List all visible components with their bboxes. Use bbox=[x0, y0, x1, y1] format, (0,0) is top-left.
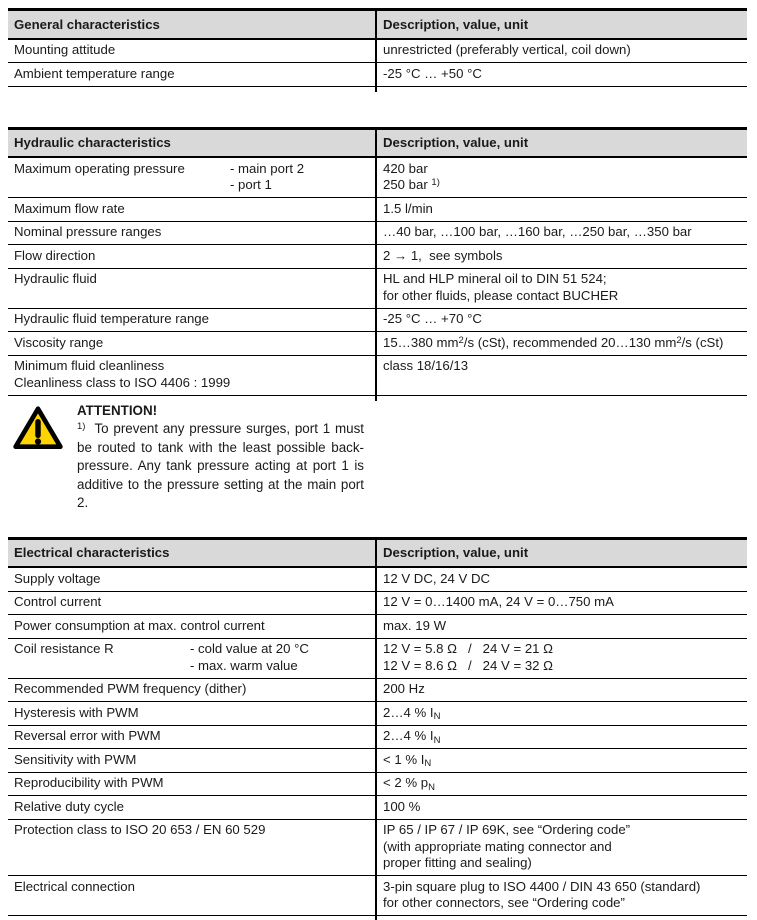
value-cell bbox=[375, 198, 747, 221]
table-row bbox=[8, 796, 747, 820]
value-text: for other connectors, see “Ordering code” bbox=[383, 895, 625, 910]
warning-icon bbox=[12, 402, 64, 513]
attention-text-block bbox=[77, 402, 364, 513]
table-row bbox=[8, 568, 747, 592]
table-row bbox=[8, 820, 747, 877]
value-cell bbox=[375, 749, 747, 772]
table-row bbox=[8, 356, 747, 396]
value-text: class 18/16/13 bbox=[383, 358, 469, 373]
param-text: Nominal pressure ranges bbox=[14, 224, 162, 239]
hydraulic-characteristics-table bbox=[8, 127, 747, 396]
value-text: 2…4 % $I_N$ bbox=[383, 704, 441, 722]
param-sublabels bbox=[190, 641, 309, 674]
attention-line: $^{1)}$ To prevent any pressure surges, port 1 must bbox=[77, 421, 364, 436]
param-cell bbox=[8, 63, 375, 86]
value-cell bbox=[375, 158, 747, 197]
param-text: Control current bbox=[14, 594, 102, 609]
param-text: Cleanliness class to ISO 4406 : 1999 bbox=[14, 374, 231, 390]
param-cell bbox=[8, 158, 375, 197]
param-text: Hysteresis with PWM bbox=[14, 704, 139, 720]
param-cell bbox=[8, 332, 375, 355]
table-row bbox=[8, 269, 747, 309]
value-text: IP 65 / IP 67 / IP 69K, see “Ordering code” bbox=[383, 822, 631, 837]
param-cell bbox=[8, 592, 375, 615]
param-text: Hydraulic fluid bbox=[14, 271, 97, 286]
value-cell bbox=[375, 615, 747, 638]
value-cell bbox=[375, 726, 747, 749]
param-cell bbox=[8, 269, 375, 308]
table-title: General characteristics bbox=[14, 16, 160, 32]
attention-paragraph bbox=[77, 420, 364, 513]
value-cell bbox=[375, 356, 747, 395]
table-row bbox=[8, 679, 747, 703]
value-text: 250 bar $^{1)}$ bbox=[383, 177, 440, 192]
superscript: 1) bbox=[431, 177, 440, 188]
value-text: 100 % bbox=[383, 798, 421, 814]
param-cell bbox=[8, 796, 375, 819]
value-text: 12 V = 8.6 Ω / 24 V = 32 Ω bbox=[383, 657, 554, 673]
param-cell bbox=[8, 773, 375, 796]
table-title: Hydraulic characteristics bbox=[14, 135, 171, 150]
table-row bbox=[8, 615, 747, 639]
param-text: Power consumption at max. control current bbox=[14, 617, 265, 633]
table-header-row bbox=[8, 540, 747, 569]
value-text: 2 → 1, see symbols bbox=[383, 247, 503, 263]
table-row bbox=[8, 63, 747, 87]
param-text: Electrical connection bbox=[14, 878, 135, 894]
attention-line: be routed to tank with the least possible back- bbox=[77, 439, 364, 455]
column-divider-line bbox=[375, 11, 377, 92]
param-text: Protection class to ISO 20 653 / EN 60 529 bbox=[14, 822, 266, 837]
param-subtext: - main port 2 bbox=[230, 160, 305, 176]
value-column-header: Description, value, unit bbox=[383, 16, 529, 32]
superscript: 2 bbox=[676, 334, 682, 346]
value-cell bbox=[375, 222, 747, 245]
value-column-header: Description, value, unit bbox=[383, 545, 529, 560]
param-cell bbox=[8, 245, 375, 268]
column-divider-line bbox=[375, 540, 377, 920]
param-text: Mounting attitude bbox=[14, 42, 116, 57]
attention-title: ATTENTION! bbox=[77, 402, 158, 418]
value-text: …40 bar, …100 bar, …160 bar, …250 bar, …350 bar bbox=[383, 224, 692, 239]
value-text: for other fluids, please contact BUCHER bbox=[383, 287, 619, 303]
superscript: 2 bbox=[458, 334, 464, 346]
subscript: N bbox=[433, 711, 441, 722]
value-cell bbox=[375, 639, 747, 678]
table-row bbox=[8, 222, 747, 246]
table-header-row bbox=[8, 130, 747, 159]
value-text: 12 V = 0…1400 mA, 24 V = 0…750 mA bbox=[383, 594, 614, 609]
param-text: Supply voltage bbox=[14, 570, 101, 586]
value-cell bbox=[375, 796, 747, 819]
table-header-row bbox=[8, 11, 747, 40]
table-row bbox=[8, 245, 747, 269]
value-cell bbox=[375, 40, 747, 63]
param-cell bbox=[8, 679, 375, 702]
value-text: 3-pin square plug to ISO 4400 / DIN 43 650 (standard) bbox=[383, 878, 701, 894]
value-cell bbox=[375, 820, 747, 876]
table-row bbox=[8, 702, 747, 726]
param-text: Coil resistance R bbox=[14, 641, 114, 656]
table-row bbox=[8, 198, 747, 222]
param-cell bbox=[8, 222, 375, 245]
param-cell bbox=[8, 876, 375, 915]
param-cell bbox=[8, 726, 375, 749]
attention-line: additive to the pressure setting at the main port 2. bbox=[77, 476, 364, 510]
value-cell bbox=[375, 592, 747, 615]
value-text: 1.5 l/min bbox=[383, 200, 433, 216]
param-cell bbox=[8, 40, 375, 63]
table-row bbox=[8, 749, 747, 773]
table-row bbox=[8, 332, 747, 356]
table-row bbox=[8, 726, 747, 750]
param-cell bbox=[8, 639, 375, 678]
param-cell bbox=[8, 615, 375, 638]
param-sublabels bbox=[230, 161, 304, 194]
param-text: Sensitivity with PWM bbox=[14, 751, 137, 767]
value-cell bbox=[375, 245, 747, 268]
param-cell bbox=[8, 702, 375, 725]
param-text: Maximum operating pressure bbox=[14, 160, 185, 176]
param-text: Hydraulic fluid temperature range bbox=[14, 311, 209, 326]
table-row bbox=[8, 639, 747, 679]
param-text: Relative duty cycle bbox=[14, 798, 124, 814]
value-column-header: Description, value, unit bbox=[383, 135, 529, 150]
value-cell bbox=[375, 309, 747, 332]
value-text: 420 bar bbox=[383, 160, 428, 176]
value-cell bbox=[375, 269, 747, 308]
value-text: < 1 % $I_N$ bbox=[383, 751, 432, 769]
param-cell bbox=[8, 198, 375, 221]
table-row bbox=[8, 773, 747, 797]
value-cell bbox=[375, 773, 747, 796]
param-text: Reversal error with PWM bbox=[14, 728, 161, 743]
table-row bbox=[8, 40, 747, 64]
param-text: Viscosity range bbox=[14, 334, 104, 350]
value-text: 12 V DC, 24 V DC bbox=[383, 570, 491, 586]
param-text: Recommended PWM frequency (dither) bbox=[14, 681, 247, 696]
value-text: < 2 % $p_N$ bbox=[383, 775, 435, 793]
value-text: HL and HLP mineral oil to DIN 51 524; bbox=[383, 271, 607, 286]
general-characteristics-table bbox=[8, 8, 747, 87]
value-text: 15…380 $mm^2/s$ (cSt), recommended 20…130 $mm^2/s$ (cSt) bbox=[383, 334, 724, 350]
param-text: Minimum fluid cleanliness bbox=[14, 358, 165, 373]
attention-line: pressure. Any tank pressure acting at port 1 is bbox=[77, 458, 364, 473]
table-row bbox=[8, 876, 747, 916]
table-row bbox=[8, 592, 747, 616]
value-text: 12 V = 5.8 Ω / 24 V = 21 Ω bbox=[383, 641, 554, 656]
value-text: 2…4 % $I_N$ bbox=[383, 728, 441, 746]
value-cell bbox=[375, 332, 747, 355]
footnote-marker: 1) bbox=[77, 421, 86, 432]
value-cell bbox=[375, 702, 747, 725]
value-cell bbox=[375, 63, 747, 86]
value-text: 200 Hz bbox=[383, 681, 425, 696]
electrical-characteristics-table bbox=[8, 537, 747, 917]
param-cell bbox=[8, 309, 375, 332]
param-cell bbox=[8, 568, 375, 591]
param-text: Ambient temperature range bbox=[14, 65, 175, 81]
value-cell bbox=[375, 568, 747, 591]
value-text: -25 °C … +70 °C bbox=[383, 311, 482, 326]
param-text: Maximum flow rate bbox=[14, 200, 125, 216]
value-cell bbox=[375, 679, 747, 702]
value-text: -25 °C … +50 °C bbox=[383, 65, 482, 81]
table-row bbox=[8, 309, 747, 333]
param-cell bbox=[8, 820, 375, 876]
table-row bbox=[8, 158, 747, 198]
value-text: (with appropriate mating connector and bbox=[383, 838, 612, 854]
param-cell bbox=[8, 356, 375, 395]
subscript: N bbox=[433, 734, 441, 746]
column-divider-line bbox=[375, 130, 377, 401]
param-subtext: - port 1 bbox=[230, 177, 272, 192]
param-text: Reproducibility with PWM bbox=[14, 775, 164, 790]
param-text: Flow direction bbox=[14, 247, 96, 263]
value-text: unrestricted (preferably vertical, coil down) bbox=[383, 42, 631, 57]
value-cell bbox=[375, 876, 747, 915]
table-title: Electrical characteristics bbox=[14, 545, 170, 560]
value-text: proper fitting and sealing) bbox=[383, 855, 532, 870]
param-subtext: - cold value at 20 °C bbox=[190, 641, 309, 656]
value-text: max. 19 W bbox=[383, 617, 447, 633]
subscript: N bbox=[428, 781, 435, 793]
param-subtext: - max. warm value bbox=[190, 657, 298, 673]
param-cell bbox=[8, 749, 375, 772]
subscript: N bbox=[424, 758, 432, 769]
attention-note bbox=[12, 402, 747, 513]
